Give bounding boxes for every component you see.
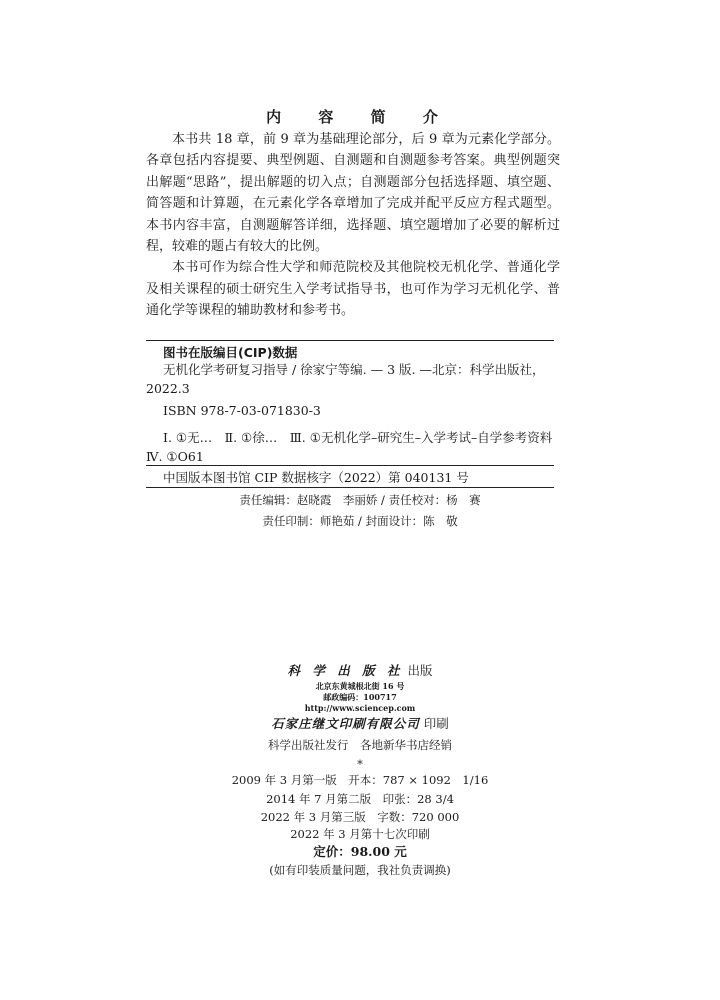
price: 定价：98.00 元 — [313, 844, 407, 859]
printer-name: 石家庄继文印刷有限公司 — [271, 716, 420, 731]
publisher-line — [0, 661, 720, 679]
cip-verification: 中国版本图书馆 CIP 数据核字（2022）第 040131 号 — [163, 470, 469, 485]
editors-credit: 责任编辑：赵晓霞 李丽娇 / 责任校对：杨 赛 — [239, 493, 481, 507]
printer-suffix: 印刷 — [423, 716, 449, 731]
summary-paragraph: 本书共 18 章，前 9 章为基础理论部分，后 9 章为元素化学部分。各章包括内容提要、典型例题、自测题和自测题参考答案。典型例题突出解题“思路”，提出解题的切入点；自测题部分包括选择题、填空题、简答题和计算题，在元素化学各章增加了完成并配平反应方程式题型。本书内容丰富，自测题解答详细，选择题、填空题增加了必要的解析过程，较难的题占有较大的比例。 — [146, 132, 560, 255]
cip-isbn: ISBN 978-7-03-071830-3 — [163, 403, 321, 418]
cip-mid-rule — [146, 465, 554, 466]
edition-line: 2009 年 3 月第一版 开本：787 × 1092 1/16 — [231, 773, 489, 787]
summary-body — [146, 129, 560, 322]
publisher-address: 北京东黄城根北街 16 号 — [315, 681, 405, 691]
summary-paragraph: 本书可作为综合性大学和师范院校及其他院校无机化学、普通化学及相关课程的硕士研究生入学考试指导书，也可作为学习无机化学、普通化学等课程的辅助教材和参考书。 — [146, 260, 560, 319]
publisher-name: 科 学 出 版 社 — [287, 663, 404, 678]
publisher-suffix: 出版 — [407, 663, 433, 678]
edition-line: 2022 年 3 月第三版 字数：720 000 — [260, 810, 460, 824]
summary-heading: 内 容 简 介 — [266, 108, 454, 126]
separator-star: * — [357, 757, 363, 771]
cip-classification: Ⅰ. ①无… Ⅱ. ①徐… Ⅲ. ①无机化学–研究生–入学考试–自学参考资料 Ⅳ. ①O61 — [146, 430, 565, 464]
cip-entry: 无机化学考研复习指导 / 徐家宁等编. — 3 版. —北京：科学出版社，2022.3 — [146, 362, 545, 396]
edition-line: 2022 年 3 月第十七次印刷 — [290, 827, 430, 841]
quality-notice: (如有印装质量问题，我社负责调换) — [269, 863, 451, 877]
cip-heading: 图书在版编目(CIP)数据 — [163, 345, 298, 360]
cip-top-rule — [146, 340, 554, 341]
cip-bottom-rule — [146, 487, 554, 488]
edition-line: 2014 年 7 月第二版 印张：28 3/4 — [266, 792, 454, 806]
production-credit: 责任印制：师艳茹 / 封面设计：陈 敬 — [262, 514, 458, 528]
publisher-postcode: 邮政编码：100717 — [323, 692, 397, 702]
publisher-website: http://www.sciencep.com — [304, 703, 416, 713]
printer-line — [0, 714, 720, 732]
distribution: 科学出版社发行 各地新华书店经销 — [268, 738, 452, 752]
